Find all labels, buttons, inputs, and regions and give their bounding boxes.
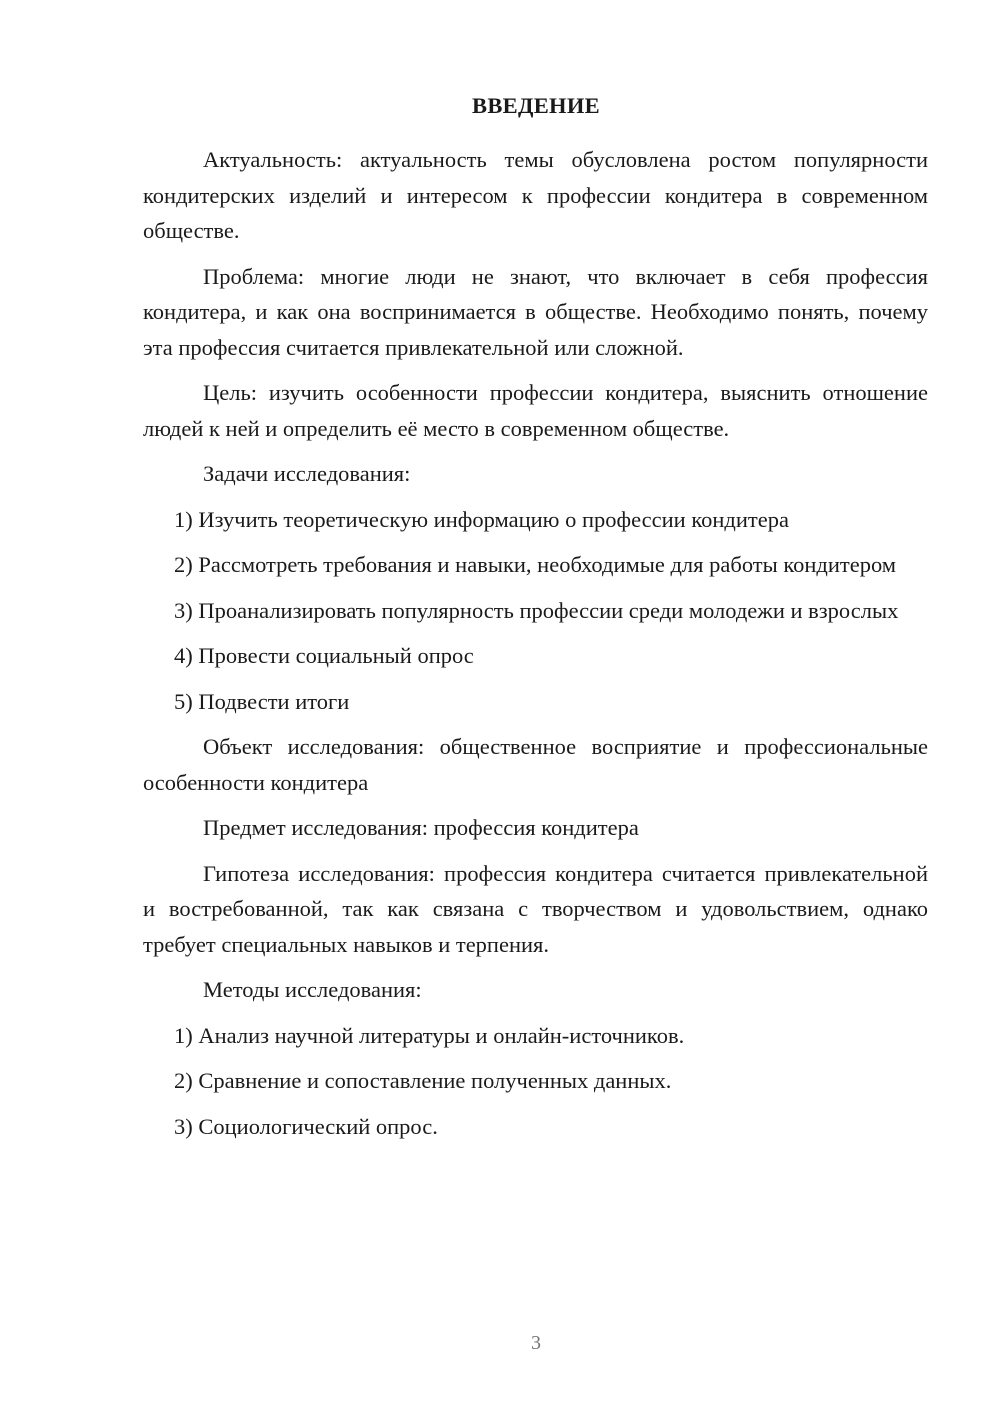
tasks-heading: Задачи исследования: [203,461,411,486]
paragraph-goal: Цель: изучить особенности профессии кондитера, выяснить отношение людей к ней и определить её место в современном обществе. [143,380,928,441]
method-item-1: 1) Анализ научной литературы и онлайн-источников. [174,1022,685,1048]
document-body [143,142,928,1154]
task-item-5: 5) Подвести итоги [174,688,350,714]
task-item-2: 2) Рассмотреть требования и навыки, необходимые для работы кондитером [174,552,897,577]
paragraph-relevance: Актуальность: актуальность темы обусловлена ростом популярности кондитерских изделий и интересом к профессии кондитера в современном обществе. [143,147,928,243]
task-item-4: 4) Провести социальный опрос [174,643,474,668]
paragraph-problem: Проблема: многие люди не знают, что включает в себя профессия кондитера, и как она воспринимается в обществе. Необходимо понять, почему эта профессия считается привлекательной или сложной. [143,263,928,360]
method-item-3: 3) Социологический опрос. [174,1113,438,1139]
task-item-1: 1) Изучить теоретическую информацию о профессии кондитера [174,506,789,532]
methods-heading: Методы исследования: [203,977,422,1002]
paragraph-subject: Предмет исследования: профессия кондитера [203,815,639,840]
page-number: 3 [531,1332,541,1354]
method-item-2: 2) Сравнение и сопоставление полученных данных. [174,1068,672,1093]
page-title: ВВЕДЕНИЕ [472,93,600,118]
paragraph-object: Объект исследования: общественное восприятие и профессиональные особенности кондитера [143,734,928,795]
task-item-3: 3) Проанализировать популярность профессии среди молодежи и взрослых [174,597,899,623]
paragraph-hypothesis: Гипотеза исследования: профессия кондитера считается привлекательной и востребованной, так как связана с творчеством и удовольствием, однако требует специальных навыков и терпения. [143,860,928,957]
